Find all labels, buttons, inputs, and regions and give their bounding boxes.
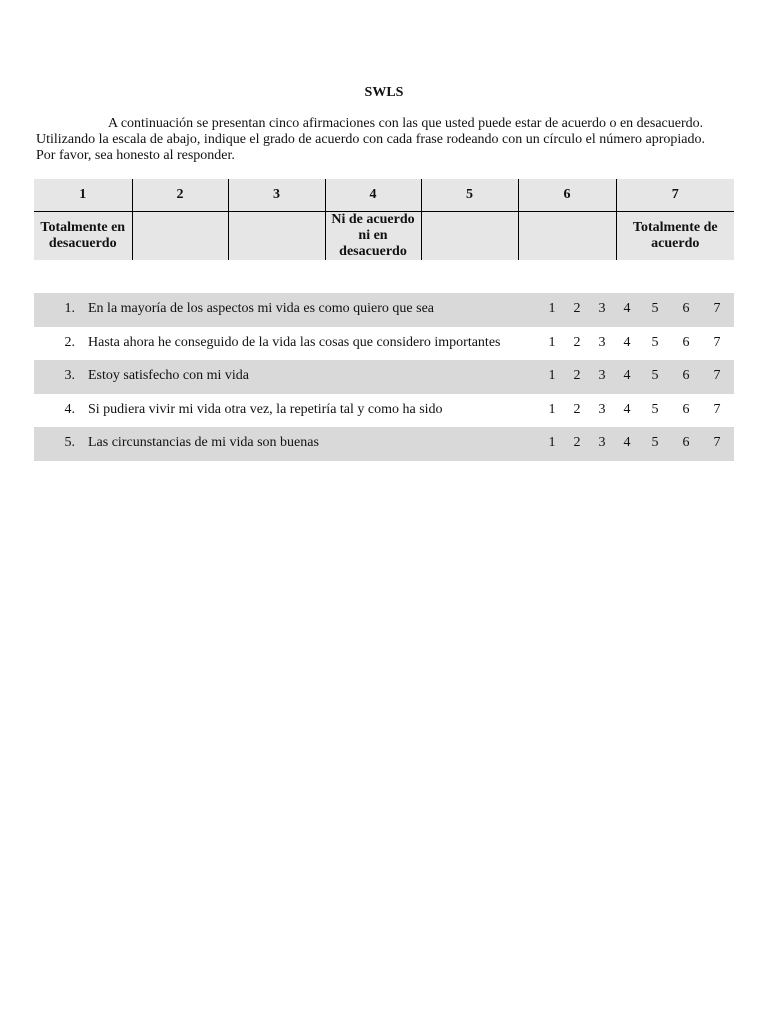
rating-option-7[interactable]: 7 xyxy=(713,368,721,383)
rating-option-6[interactable]: 6 xyxy=(682,301,690,316)
scale-anchor xyxy=(228,212,325,261)
statement-row xyxy=(34,360,734,394)
scale-numbers-row xyxy=(34,179,734,212)
rating-option-1[interactable]: 1 xyxy=(548,435,556,450)
rating-option-6[interactable]: 6 xyxy=(682,368,690,383)
rating-option-3[interactable]: 3 xyxy=(598,368,606,383)
scale-anchors-row xyxy=(34,212,734,261)
rating-option-6[interactable]: 6 xyxy=(682,401,690,417)
rating-option-1[interactable]: 1 xyxy=(548,401,556,417)
rating-option-7[interactable]: 7 xyxy=(713,334,721,350)
scale-anchor: Totalmente en desacuerdo xyxy=(40,220,126,251)
scale-number: 5 xyxy=(421,179,518,212)
scale-number: 3 xyxy=(228,179,325,212)
rating-option-6[interactable]: 6 xyxy=(682,334,690,350)
rating-option-6[interactable]: 6 xyxy=(682,435,690,450)
scale-anchor xyxy=(421,212,518,261)
rating-option-2[interactable]: 2 xyxy=(573,368,581,383)
rating-option-2[interactable]: 2 xyxy=(573,334,581,350)
rating-option-1[interactable]: 1 xyxy=(548,334,556,350)
rating-scale-table xyxy=(34,179,734,260)
instructions-text: A continuación se presentan cinco afirmaciones con las que usted puede estar de acuerdo o en desacuerdo. Utilizando la escala de abajo, indique el grado de acuerdo con cada frase rodeando con un círculo el número apropiado. Por favor, sea honesto al responder. xyxy=(36,116,705,163)
statement-number: 1. xyxy=(64,301,75,316)
scale-number: 1 xyxy=(34,179,132,212)
rating-option-3[interactable]: 3 xyxy=(598,301,606,316)
rating-option-3[interactable]: 3 xyxy=(598,435,606,450)
rating-option-5[interactable]: 5 xyxy=(651,301,659,316)
rating-option-3[interactable]: 3 xyxy=(598,334,606,350)
statement-number: 5. xyxy=(64,435,75,450)
scale-anchor: Ni de acuerdo ni en desacuerdo xyxy=(325,212,421,261)
rating-option-4[interactable]: 4 xyxy=(623,368,631,383)
rating-option-2[interactable]: 2 xyxy=(573,401,581,417)
scale-anchor xyxy=(132,212,228,261)
scale-number: 6 xyxy=(518,179,616,212)
document-title: SWLS xyxy=(364,85,404,100)
statement-row xyxy=(34,327,734,361)
rating-option-3[interactable]: 3 xyxy=(598,401,606,417)
statement-list xyxy=(34,293,734,461)
rating-option-5[interactable]: 5 xyxy=(651,334,659,350)
statement-number: 4. xyxy=(64,401,75,417)
statement-row xyxy=(34,293,734,327)
rating-option-5[interactable]: 5 xyxy=(651,435,659,450)
statement-text: Las circunstancias de mi vida son buenas xyxy=(88,435,319,450)
statement-row xyxy=(34,427,734,461)
statement-row xyxy=(34,394,734,428)
instructions-paragraph xyxy=(36,116,726,164)
statement-text: Hasta ahora he conseguido de la vida las cosas que considero importantes xyxy=(88,334,501,350)
scale-number: 7 xyxy=(616,179,734,212)
rating-option-1[interactable]: 1 xyxy=(548,301,556,316)
rating-option-2[interactable]: 2 xyxy=(573,301,581,316)
rating-option-5[interactable]: 5 xyxy=(651,401,659,417)
rating-option-5[interactable]: 5 xyxy=(651,368,659,383)
statement-text: Si pudiera vivir mi vida otra vez, la repetiría tal y como ha sido xyxy=(88,401,443,417)
scale-anchor: Totalmente de acuerdo xyxy=(616,212,734,261)
rating-option-2[interactable]: 2 xyxy=(573,435,581,450)
statement-text: En la mayoría de los aspectos mi vida es como quiero que sea xyxy=(88,301,435,316)
scale-number: 4 xyxy=(325,179,421,212)
rating-option-4[interactable]: 4 xyxy=(623,401,631,417)
rating-option-4[interactable]: 4 xyxy=(623,334,631,350)
rating-option-4[interactable]: 4 xyxy=(623,435,631,450)
rating-option-4[interactable]: 4 xyxy=(623,301,631,316)
scale-number: 2 xyxy=(132,179,228,212)
rating-option-7[interactable]: 7 xyxy=(713,401,721,417)
statement-text: Estoy satisfecho con mi vida xyxy=(88,368,249,383)
rating-option-7[interactable]: 7 xyxy=(713,435,721,450)
statement-number: 2. xyxy=(64,334,75,350)
rating-option-1[interactable]: 1 xyxy=(548,368,556,383)
statement-number: 3. xyxy=(64,368,75,383)
rating-option-7[interactable]: 7 xyxy=(713,301,721,316)
scale-anchor xyxy=(518,212,616,261)
